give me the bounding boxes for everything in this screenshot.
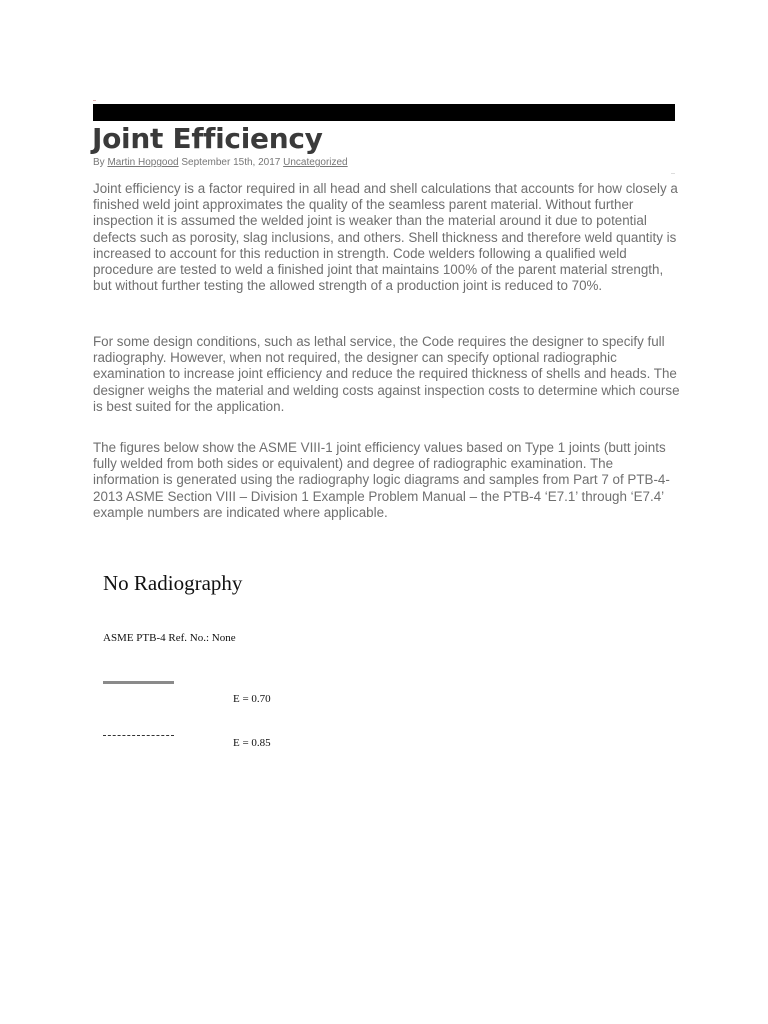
dashed-weld-line — [103, 735, 174, 736]
efficiency-label-dashed: E = 0.85 — [233, 737, 271, 749]
paragraph-intro: Joint efficiency is a factor required in all head and shell calculations that accounts for how closely a finished weld joint approximates the quality of the seamless parent material. Without further inspection it is assumed the welded joint is weaker than the material around it due to potential defects such as porosity, slag inclusions, and others. Shell thickness and therefore weld quantity is increased to account for this reduction in strength. Code welders following a qualified weld procedure are tested to weld a finished joint that maintains 100% of the parent material strength, but without further testing the allowed strength of a production joint is reduced to 70%. — [93, 181, 678, 294]
efficiency-label-solid: E = 0.70 — [233, 693, 271, 705]
category-link[interactable]: Uncategorized — [283, 157, 348, 168]
solid-weld-line — [103, 681, 174, 684]
figure-ref-number: ASME PTB-4 Ref. No.: None — [103, 632, 236, 644]
top-red-mark — [93, 100, 96, 101]
header-bar — [93, 104, 675, 121]
figure-title: No Radiography — [103, 571, 243, 595]
post-meta — [93, 156, 348, 169]
author-link[interactable]: Martin Hopgood — [107, 157, 179, 168]
page-title: Joint Efficiency — [92, 122, 323, 155]
divider-tick — [671, 173, 675, 174]
paragraph-design-conditions: For some design conditions, such as lethal service, the Code requires the designer to specify full radiography. However, when not required, the designer can specify optional radiographic examination to increase joint efficiency and reduce the required thickness of shells and heads. The designer weighs the material and welding costs against inspection costs to determine which course is best suited for the application. — [93, 334, 680, 414]
meta-by: By — [93, 157, 105, 168]
post-date: September 15th, 2017 — [181, 157, 281, 168]
paragraph-figures: The figures below show the ASME VIII-1 joint efficiency values based on Type 1 joints (butt joints fully welded from both sides or equivalent) and degree of radiographic examination. The information is generated using the radiography logic diagrams and samples from Part 7 of PTB-4-2013 ASME Section VIII – Division 1 Example Problem Manual – the PTB-4 ‘E7.1’ through ‘E7.4’ example numbers are indicated where applicable. — [93, 440, 670, 520]
